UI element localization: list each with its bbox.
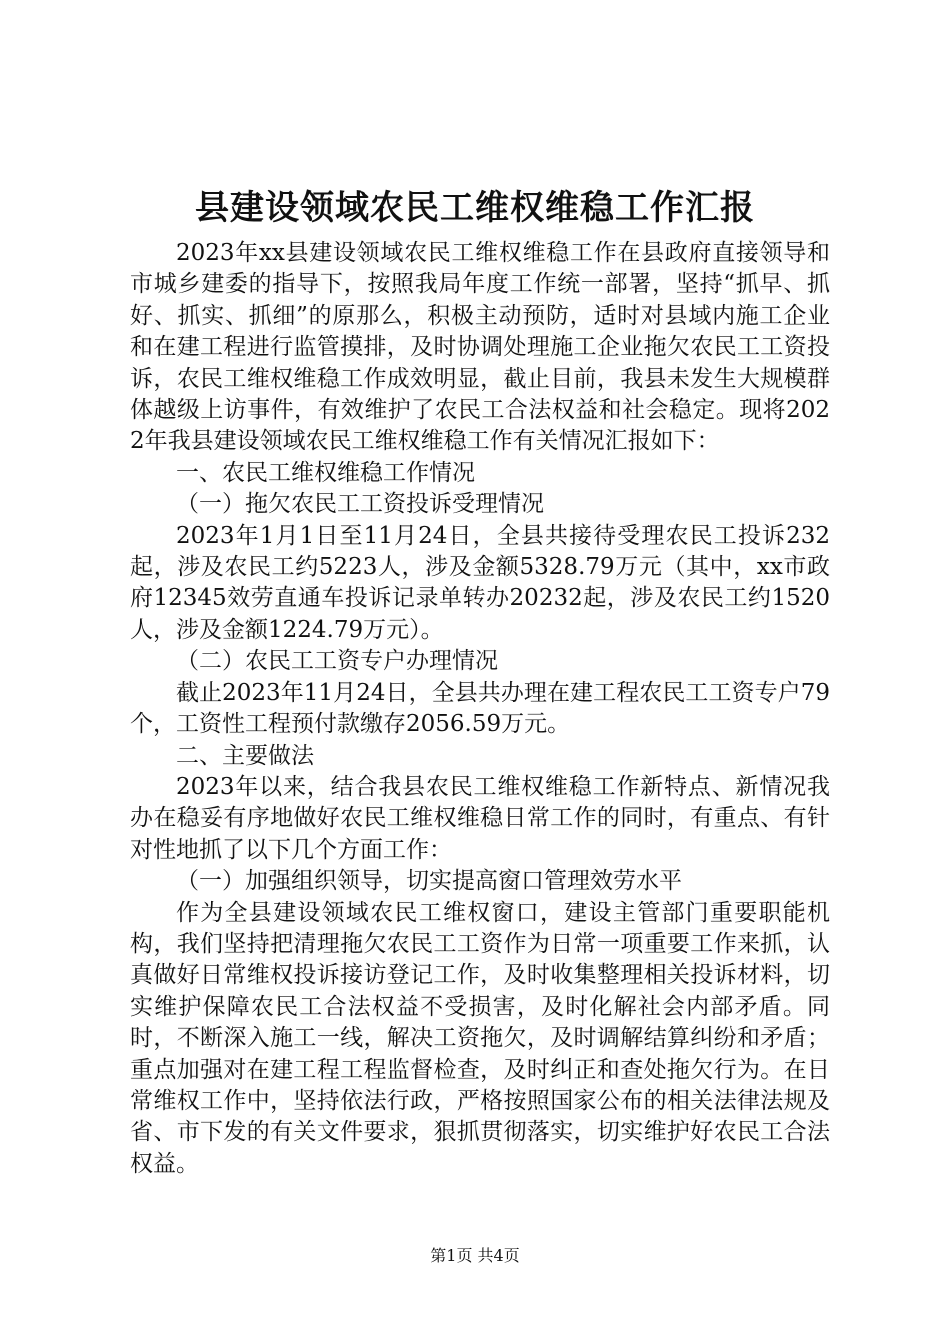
- subsection-heading-1: （一）拖欠农民工工资投诉受理情况: [176, 491, 544, 518]
- subsection-heading-3: （一）加强组织领导，切实提高窗口管理效劳水平: [176, 868, 682, 895]
- intro-paragraph: 2023年xx县建设领域农民工维权维稳工作在县政府直接领导和市城乡建委的指导下，按照我局年度工作统一部署，坚持“抓早、抓好、抓实、抓细”的原那么，积极主动预防，适时对县域内施工企业和在建工程进行监管摸排，及时协调处理施工企业拖欠农民工工资投诉，农民工维权维稳工作成效明显，截止目前，我县未发生大规模群体越级上访事件，有效维护了农民工合法权益和社会稳定。现将2022年我县建设领域农民工维权维稳工作有关情况汇报如下：: [130, 240, 830, 455]
- document-title: 县建设领域农民工维权维稳工作汇报: [195, 188, 755, 228]
- window-paragraph: 作为全县建设领域农民工维权窗口，建设主管部门重要职能机构，我们坚持把清理拖欠农民工工资作为日常一项重要工作来抓，认真做好日常维权投诉接访登记工作，及时收集整理相关投诉材料，切实维护保障农民工合法权益不受损害，及时化解社会内部矛盾。同时，不断深入施工一线，解决工资拖欠，及时调解结算纠纷和矛盾；重点加强对在建工程工程监督检查，及时纠正和查处拖欠行为。在日常维权工作中，坚持依法行政，严格按照国家公布的相关法律法规及省、市下发的有关文件要求，狠抓贯彻落实，切实维护好农民工合法权益。: [130, 899, 830, 1177]
- accounts-paragraph: 截止2023年11月24日，全县共办理在建工程农民工工资专户79个，工资性工程预付款缴存2056.59万元。: [130, 679, 830, 738]
- document-body: [130, 238, 830, 1180]
- methods-paragraph: 2023年以来，结合我县农民工维权维稳工作新特点、新情况我办在稳妥有序地做好农民工维权维稳日常工作的同时，有重点、有针对性地抓了以下几个方面工作：: [130, 773, 830, 863]
- subsection-heading-2: （二）农民工工资专户办理情况: [176, 648, 498, 675]
- page-footer: 第1页 共4页: [430, 1246, 520, 1265]
- section-heading-2: 二、主要做法: [176, 742, 314, 769]
- section-heading-1: 一、农民工维权维稳工作情况: [176, 459, 475, 486]
- complaints-paragraph: 2023年1月1日至11月24日，全县共接待受理农民工投诉232起，涉及农民工约5223人，涉及金额5328.79万元（其中，xx市政府12345效劳直通车投诉记录单转办20232起，涉及农民工约1520人，涉及金额1224.79万元）。: [130, 522, 830, 643]
